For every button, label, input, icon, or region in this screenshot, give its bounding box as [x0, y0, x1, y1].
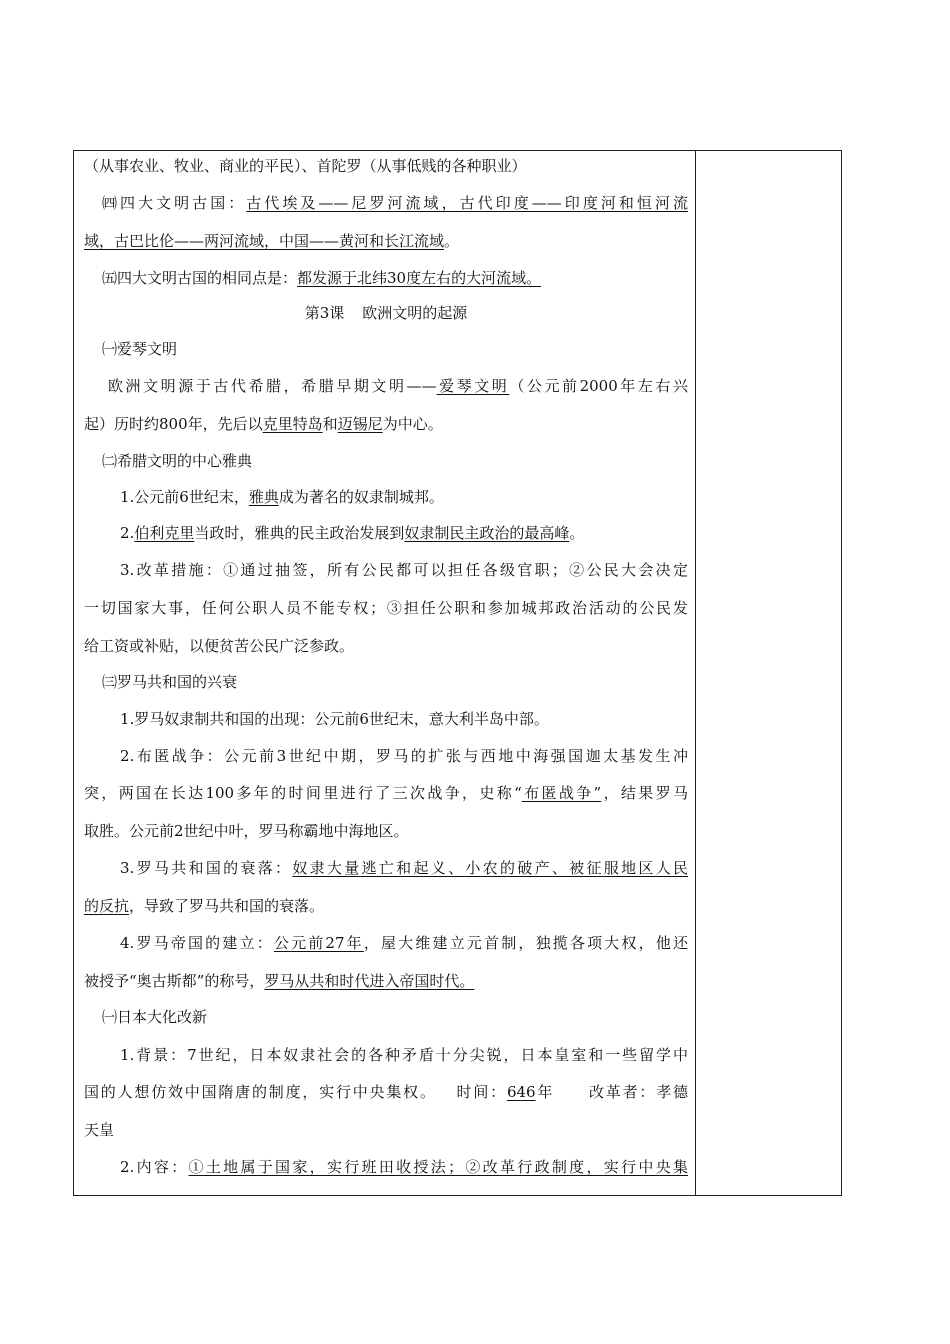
underlined-answer: 伯利克里 — [134, 524, 195, 542]
text-line: 1.罗马奴隶制共和国的出现：公元前6世纪末，意大利半岛中部。 — [120, 710, 549, 728]
underlined-answer: 雅典 — [248, 488, 279, 506]
text-line: ㈤四大文明古国的相同点是：都发源于北纬30度左右的大河流域。 — [102, 269, 542, 287]
text-line: 起）历时约800年，先后以克里特岛和迈锡尼为中心。 — [84, 415, 443, 433]
text-line: 4.罗马帝国的建立：公元前27年，屋大维建立元首制，独揽各项大权，他还 — [120, 934, 688, 952]
section-heading: ㈠爱琴文明 — [102, 340, 178, 358]
text-line: 突，两国在长达100多年的时间里进行了三次战争，史称“布匿战争”，结果罗马 — [84, 784, 688, 802]
section-heading: ㈢罗马共和国的兴衰 — [102, 673, 238, 691]
text-line: 域，古巴比伦——两河流域，中国——黄河和长江流域。 — [84, 232, 460, 250]
underlined-answer: 迈锡尼 — [337, 415, 383, 433]
text-line: 的反抗，导致了罗马共和国的衰落。 — [84, 897, 325, 915]
text-line: 欧洲文明源于古代希腊，希腊早期文明——爱琴文明（公元前2000年左右兴 — [108, 377, 688, 395]
text-line: 3.罗马共和国的衰落：奴隶大量逃亡和起义、小农的破产、被征服地区人民 — [120, 859, 688, 877]
text-line: 2.内容：①土地属于国家，实行班田收授法；②改革行政制度，实行中央集 — [120, 1158, 688, 1176]
text-line: 1.背景：7世纪，日本奴隶社会的各种矛盾十分尖锐，日本皇室和一些留学中 — [120, 1046, 688, 1064]
text-line: 天皇 — [84, 1121, 115, 1139]
text-line: 2.布匿战争：公元前3世纪中期，罗马的扩张与西地中海强国迦太基发生冲 — [120, 747, 688, 765]
text-line: 被授予“奥古斯都”的称号，罗马从共和时代进入帝国时代。 — [84, 972, 475, 990]
underlined-answer: ①土地属于国家，实行班田收授法；②改革行政制度，实行中央集 — [188, 1158, 688, 1176]
underlined-answer: 古代埃及——尼罗河流域，古代印度——印度河和恒河流 — [246, 194, 688, 212]
lesson-title: 第3课 欧洲文明的起源 — [304, 304, 468, 322]
section-heading: ㈠日本大化改新 — [102, 1008, 208, 1026]
underlined-answer: 都发源于北纬30度左右的大河流域。 — [297, 269, 542, 287]
underlined-answer: 646 — [506, 1083, 536, 1101]
lesson-table — [73, 150, 842, 1196]
underlined-answer: 域，古巴比伦——两河流域，中国——黄河和长江流域 — [84, 232, 445, 250]
text-line: （从事农业、牧业、商业的平民）、首陀罗（从事低贱的各种职业） — [84, 157, 527, 175]
underlined-answer: 罗马从共和时代进入帝国时代。 — [264, 972, 475, 990]
underlined-answer: 公元前27年 — [273, 934, 364, 952]
text-line: ㈣四大文明古国：古代埃及——尼罗河流域，古代印度——印度河和恒河流 — [102, 194, 688, 212]
underlined-answer: 爱琴文明 — [436, 377, 510, 395]
section-heading: ㈡希腊文明的中心雅典 — [102, 452, 253, 470]
underlined-answer: 奴隶大量逃亡和起义、小农的破产、被征服地区人民 — [292, 859, 688, 877]
notes-column-cell — [696, 151, 841, 1195]
underlined-answer: 布匿战争” — [521, 784, 602, 802]
text-line: 给工资或补贴，以便贫苦公民广泛参政。 — [84, 637, 355, 655]
text-line: 2.伯利克里当政时，雅典的民主政治发展到奴隶制民主政治的最高峰。 — [120, 524, 585, 542]
text-line: 取胜。公元前2世纪中叶，罗马称霸地中海地区。 — [84, 822, 409, 840]
text-line: 一切国家大事，任何公职人员不能专权；③担任公职和参加城邦政治活动的公民发 — [84, 599, 688, 617]
text-line: 1.公元前6世纪末，雅典成为著名的奴隶制城邦。 — [120, 488, 444, 506]
underlined-answer: 奴隶制民主政治的最高峰 — [404, 524, 570, 542]
text-line: 3.改革措施：①通过抽签，所有公民都可以担任各级官职；②公民大会决定 — [120, 561, 688, 579]
underlined-answer: 克里特岛 — [262, 415, 323, 433]
text-line: 国的人想仿效中国隋唐的制度，实行中央集权。 时间：646年 改革者：孝德 — [84, 1083, 688, 1101]
underlined-answer: 的反抗 — [84, 897, 130, 915]
